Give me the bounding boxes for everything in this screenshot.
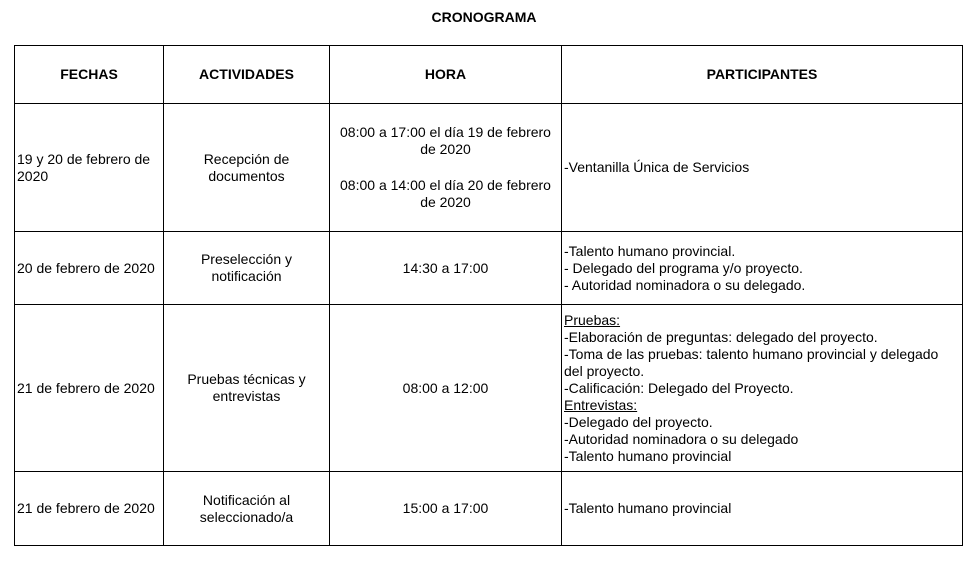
cell-hora (330, 472, 562, 546)
cell-hora (330, 305, 562, 472)
hora-line: 15:00 a 17:00 (402, 500, 489, 516)
table-row (15, 472, 963, 546)
participant-line: - Autoridad nominadora o su delegado. (564, 276, 806, 293)
participant-line: -Elaboración de preguntas: delegado del proyecto. (564, 328, 878, 345)
cell-participantes (562, 104, 963, 232)
hora-line: 08:00 a 14:00 el día 20 de febrero de 2020 (340, 177, 551, 210)
cell-participantes (562, 232, 963, 305)
participant-line: -Talento humano provincial (564, 500, 732, 516)
participant-line: -Toma de las pruebas: talento humano provincial y delegado del proyecto. (564, 345, 939, 379)
cell-actividad: Recepción de documentos (164, 104, 330, 232)
cell-actividad: Preselección y notificación (164, 232, 330, 305)
cell-participantes (562, 305, 963, 472)
header-hora: HORA (330, 46, 562, 104)
hora-line: 08:00 a 12:00 (402, 379, 489, 396)
cell-actividad: Pruebas técnicas y entrevistas (164, 305, 330, 472)
document-title: CRONOGRAMA (431, 9, 537, 25)
cell-fecha: 19 y 20 de febrero de 2020 (15, 104, 164, 232)
cell-hora (330, 232, 562, 305)
participant-line: -Talento humano provincial (564, 447, 732, 464)
cell-fecha: 21 de febrero de 2020 (15, 305, 164, 472)
schedule-table (14, 45, 963, 546)
participant-line: -Delegado del proyecto. (564, 413, 713, 430)
cell-fecha: 20 de febrero de 2020 (15, 232, 164, 305)
table-header-row (15, 46, 963, 104)
participant-line: -Autoridad nominadora o su delegado (564, 430, 799, 447)
cell-actividad: Notificación al seleccionado/a (164, 472, 330, 546)
participant-line: -Talento humano provincial. (564, 242, 736, 259)
header-fechas: FECHAS (15, 46, 164, 104)
participant-line: -Calificación: Delegado del Proyecto. (564, 379, 794, 396)
table-row (15, 104, 963, 232)
participants-heading-entrevistas: Entrevistas: (564, 396, 638, 413)
hora-line: 14:30 a 17:00 (402, 259, 489, 276)
header-actividades: ACTIVIDADES (164, 46, 330, 104)
cell-fecha: 21 de febrero de 2020 (15, 472, 164, 546)
participant-line: - Delegado del programa y/o proyecto. (564, 259, 803, 276)
participants-heading-pruebas: Pruebas: (564, 311, 621, 328)
header-participantes: PARTICIPANTES (562, 46, 963, 104)
cell-hora (330, 104, 562, 232)
table-row (15, 232, 963, 305)
participant-line: -Ventanilla Única de Servicios (564, 159, 750, 175)
table-row (15, 305, 963, 472)
hora-line: 08:00 a 17:00 el día 19 de febrero de 2020 (340, 124, 551, 157)
cell-participantes (562, 472, 963, 546)
